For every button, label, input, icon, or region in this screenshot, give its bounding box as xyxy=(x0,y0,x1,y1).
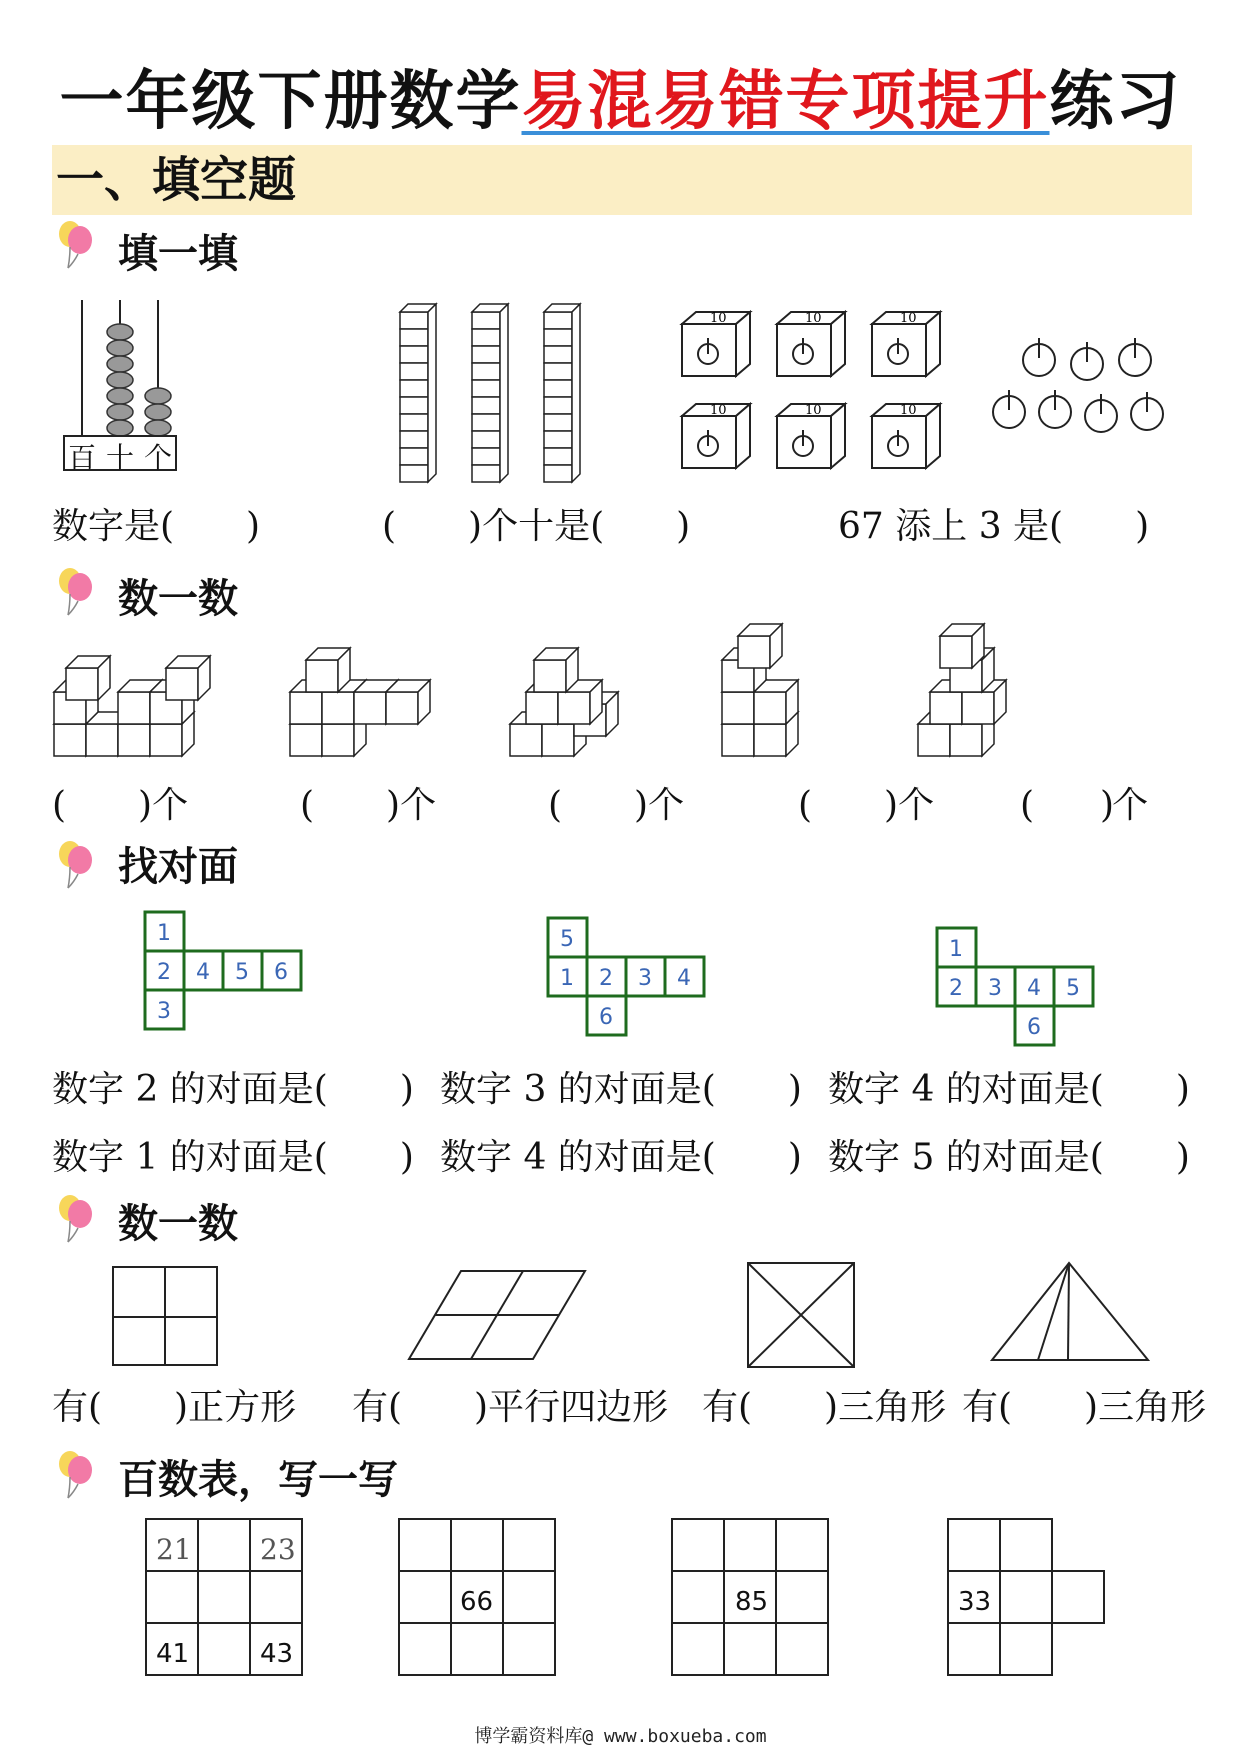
svg-text:3: 3 xyxy=(988,976,1002,1001)
opposite-q2: 数字 3 的对面是( ) xyxy=(440,1069,802,1110)
count-answer-4: ( )个 xyxy=(798,785,935,826)
triangle-shape xyxy=(992,1263,1148,1360)
shape-answer-4: 有( )三角形 xyxy=(962,1387,1207,1428)
shape-answer-2: 有( )平行四边形 xyxy=(352,1387,669,1428)
svg-text:5: 5 xyxy=(235,960,249,985)
q2-text: ( )个十是( ) xyxy=(382,506,691,547)
ten-box-label: 10 xyxy=(805,403,822,418)
section-title: 一、填空题 xyxy=(56,152,297,208)
count-answer-3: ( )个 xyxy=(548,785,685,826)
svg-text:4: 4 xyxy=(196,960,210,985)
svg-text:4: 4 xyxy=(1027,976,1041,1001)
svg-text:4: 4 xyxy=(677,966,691,991)
ten-box-label: 10 xyxy=(900,311,917,326)
part4-heading: 数一数 xyxy=(118,1200,238,1247)
svg-text:1: 1 xyxy=(560,966,574,991)
footer-watermark: 博学霸资料库@ www.boxueba.com xyxy=(474,1726,767,1747)
grid1-cell-a: 21 xyxy=(156,1533,192,1566)
ten-box-label: 10 xyxy=(710,403,727,418)
shapes-figure xyxy=(0,1255,1241,1375)
svg-text:2: 2 xyxy=(157,960,171,985)
part5-heading: 百数表，写一写 xyxy=(118,1456,398,1503)
count-answer-5: ( )个 xyxy=(1020,785,1147,826)
svg-text:6: 6 xyxy=(1027,1015,1041,1040)
svg-text:2: 2 xyxy=(949,976,963,1001)
svg-text:1: 1 xyxy=(157,921,171,946)
q3-text: 67 添上 3 是( ) xyxy=(838,506,1150,547)
shape-answer-1: 有( )正方形 xyxy=(52,1387,297,1428)
opposite-q6: 数字 5 的对面是( ) xyxy=(828,1137,1190,1178)
grid3-cell: 85 xyxy=(735,1587,769,1617)
part3-heading: 找对面 xyxy=(118,843,238,890)
count-answer-2: ( )个 xyxy=(300,785,437,826)
title-prefix: 一年级下册数学 xyxy=(59,64,522,139)
grid1-cell-c: 41 xyxy=(156,1639,190,1669)
opposite-q4: 数字 1 的对面是( ) xyxy=(52,1137,414,1178)
svg-text:1: 1 xyxy=(949,937,963,962)
ten-box-label: 10 xyxy=(900,403,917,418)
svg-text:2: 2 xyxy=(599,966,613,991)
svg-text:6: 6 xyxy=(599,1005,613,1030)
part1-heading: 填一填 xyxy=(118,230,238,277)
svg-text:3: 3 xyxy=(638,966,652,991)
opposite-q3: 数字 4 的对面是( ) xyxy=(828,1069,1190,1110)
grid1-cell-b: 23 xyxy=(260,1533,296,1566)
svg-text:5: 5 xyxy=(1066,976,1080,1001)
balloon-icon xyxy=(56,1192,96,1244)
svg-text:5: 5 xyxy=(560,927,574,952)
opposite-q1: 数字 2 的对面是( ) xyxy=(52,1069,414,1110)
svg-text:3: 3 xyxy=(157,999,171,1024)
grid1-cell-d: 43 xyxy=(260,1639,294,1669)
balloon-icon xyxy=(56,1448,96,1500)
title-highlight: 易混易错专项提升 xyxy=(521,64,1050,139)
shape-answer-3: 有( )三角形 xyxy=(702,1387,947,1428)
opposite-q5: 数字 4 的对面是( ) xyxy=(440,1137,802,1178)
title-suffix: 练习 xyxy=(1049,64,1182,139)
grid4-cell: 33 xyxy=(958,1587,992,1617)
ten-box-label: 10 xyxy=(710,311,727,326)
count-answer-1: ( )个 xyxy=(52,785,189,826)
q1-text: 数字是( ) xyxy=(52,506,261,547)
svg-text:6: 6 xyxy=(274,960,288,985)
ten-box-label: 10 xyxy=(805,311,822,326)
part2-heading: 数一数 xyxy=(118,575,238,622)
grid2-cell: 66 xyxy=(460,1587,494,1617)
abacus-labels: 百十个 xyxy=(68,441,183,474)
